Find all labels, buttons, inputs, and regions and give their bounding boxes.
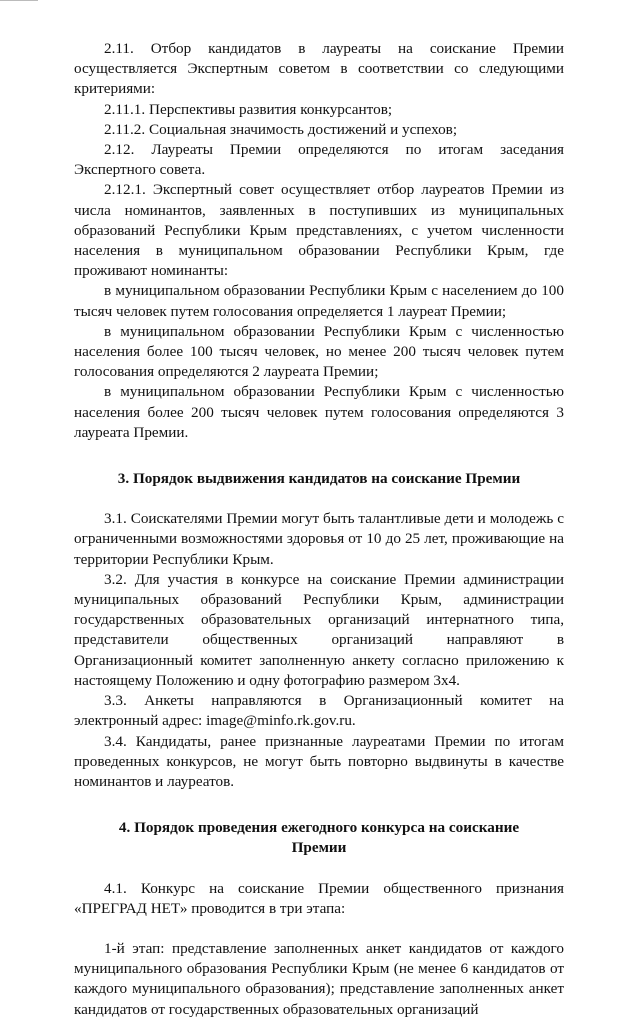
paragraph-2-12: 2.12. Лауреаты Премии определяются по итогам заседания Экспертного совета.: [74, 141, 564, 179]
paragraph-population-100k-200k: в муниципальном образовании Республики Крым с численностью населения более 100 тысяч человек, но менее 200 тысяч человек путем голосования определяются 2 лауреата Премии;: [74, 322, 564, 381]
document-page: [74, 39, 564, 1020]
paragraph-population-over-200k: в муниципальном образовании Республики Крым с численностью населения более 200 тысяч человек путем голосования определяются 3 лауреата Премии.: [74, 383, 564, 441]
paragraph-3-2: 3.2. Для участия в конкурсе на соискание Премии администрации муниципальных образований Республики Крым, администрации государственных образовательных организаций интернатного типа, представители общественных организаций направляют в Организационный комитет заполненную анкету согласно приложению к настоящему Положению и одну фотографию размером 3х4.: [74, 570, 564, 689]
paragraph-stage-1: 1-й этап: представление заполненных анкет кандидатов от каждого муниципального образования Республики Крым (не менее 6 кандидатов от каждого муниципального образования); представление заполненных анкет кандидатов от государственных образовательных организаций: [74, 939, 564, 1018]
paragraph-3-3: 3.3. Анкеты направляются в Организационный комитет на электронный адрес: image@minfo.rk.gov.ru.: [74, 692, 564, 730]
paragraph-population-under-100k: в муниципальном образовании Республики Крым с населением до 100 тысяч человек путем голосования определяется 1 лауреат Премии;: [74, 282, 564, 320]
scan-edge-mark: [0, 0, 38, 5]
paragraph-2-12-1: 2.12.1. Экспертный совет осуществляет отбор лауреатов Премии из числа номинантов, заявленных в поступивших из муниципальных образований Республики Крым представлениях, с учетом численности населения в муниципальном образовании Республики Крым, где проживают номинанты:: [74, 181, 564, 280]
section-4-heading-line1: 4. Порядок проведения ежегодного конкурса на соискание: [118, 819, 520, 837]
paragraph-3-4: 3.4. Кандидаты, ранее признанные лауреатами Премии по итогам проведенных конкурсов, не могут быть повторно выдвинуты в качестве номинантов и лауреатов.: [74, 732, 564, 790]
paragraph-4-1: 4.1. Конкурс на соискание Премии общественного признания «ПРЕГРАД НЕТ» проводится в три этапа:: [74, 879, 564, 917]
section-3-heading: 3. Порядок выдвижения кандидатов на соискание Премии: [117, 470, 521, 488]
paragraph-2-11-1: 2.11.1. Перспективы развития конкурсантов;: [104, 100, 393, 118]
paragraph-2-11-2: 2.11.2. Социальная значимость достижений и успехов;: [104, 120, 458, 138]
paragraph-2-11: 2.11. Отбор кандидатов в лауреаты на соискание Премии осуществляется Экспертным советом в соответствии со следующими критериями:: [74, 40, 564, 98]
paragraph-3-1: 3.1. Соискателями Премии могут быть талантливые дети и молодежь с ограниченными возможностями здоровья от 10 до 25 лет, проживающие на территории Республики Крым.: [74, 510, 564, 568]
section-4-heading-line2: Премии: [291, 839, 347, 857]
